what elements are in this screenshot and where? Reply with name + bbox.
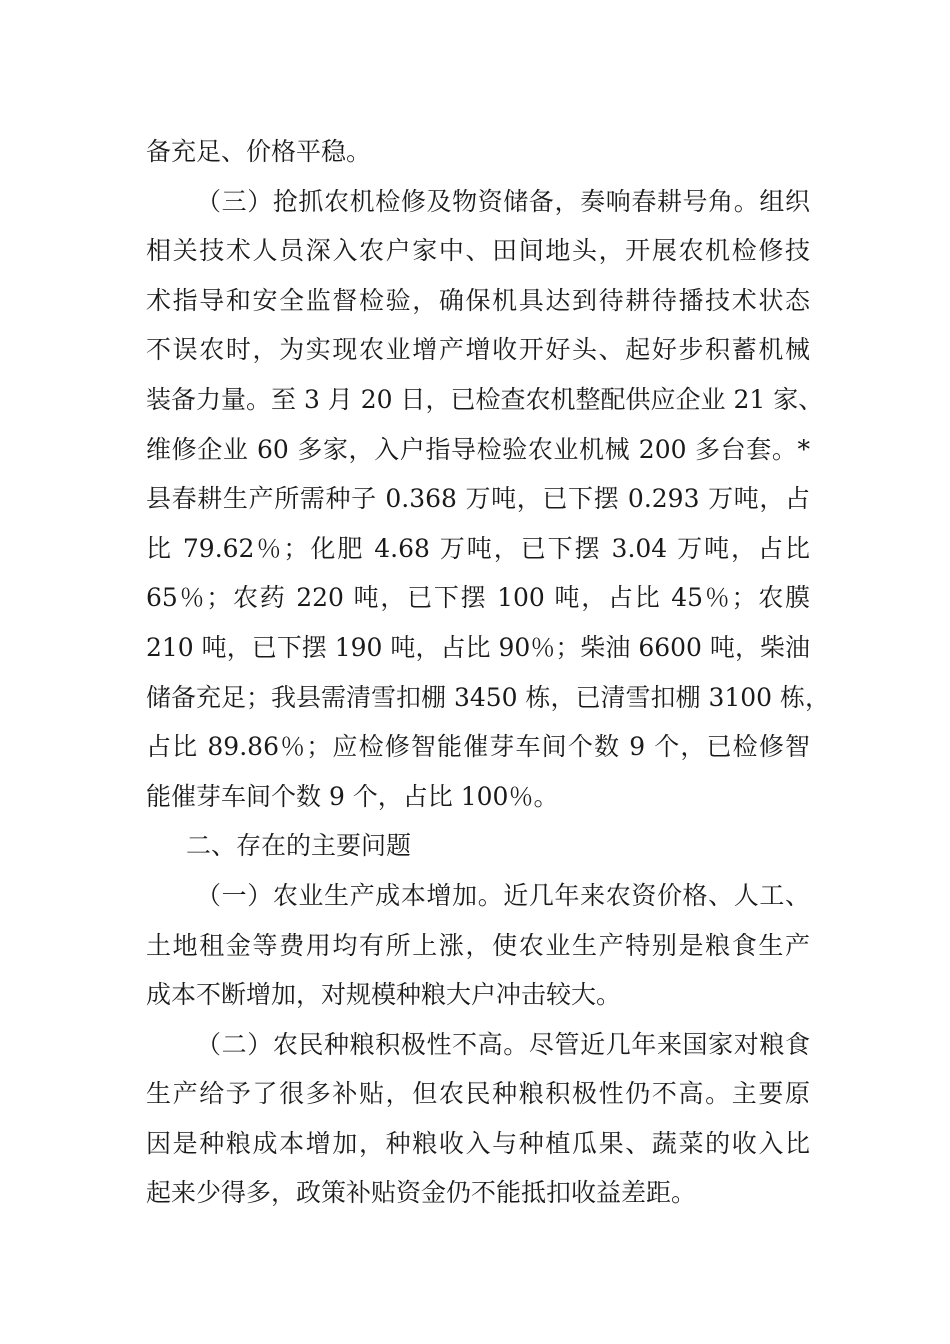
paragraph-line: （二）农民种粮积极性不高。尽管近几年来国家对粮食 — [196, 1029, 810, 1059]
paragraph-line: 相关技术人员深入农户家中、田间地头，开展农机检修技 — [146, 236, 810, 266]
paragraph-line: 装备力量。至 3 月 20 日，已检查农机整配供应企业 21 家、 — [146, 384, 824, 414]
document-body — [146, 127, 831, 1218]
section-heading: 二、存在的主要问题 — [186, 831, 412, 861]
paragraph-line: 维修企业 60 多家，入户指导检验农业机械 200 多台套。* — [146, 434, 810, 464]
paragraph-line: 备充足、价格平稳。 — [146, 137, 372, 166]
paragraph-line: 起来少得多，政策补贴资金仍不能抵扣收益差距。 — [146, 1178, 697, 1208]
paragraph-line: 比 79.62％；化肥 4.68 万吨，已下摆 3.04 万吨，占比 — [146, 533, 810, 563]
paragraph-line: 土地租金等费用均有所上涨，使农业生产特别是粮食生产 — [146, 930, 810, 960]
paragraph-line: 储备充足；我县需清雪扣棚 3450 栋，已清雪扣棚 3100 栋， — [146, 682, 831, 712]
paragraph-line: 成本不断增加，对规模种粮大户冲击较大。 — [146, 980, 622, 1010]
paragraph-line: 不误农时，为实现农业增产增收开好头、起好步积蓄机械 — [146, 335, 810, 365]
paragraph-line: （一）农业生产成本增加。近几年来农资价格、人工、 — [196, 880, 810, 910]
paragraph-line: 65％；农药 220 吨，已下摆 100 吨，占比 45％；农膜 — [146, 583, 810, 613]
paragraph-line: 占比 89.86％；应检修智能催芽车间个数 9 个，已检修智 — [146, 732, 810, 762]
paragraph-line: 因是种粮成本增加，种粮收入与种植瓜果、蔬菜的收入比 — [146, 1128, 810, 1158]
paragraph-line: 县春耕生产所需种子 0.368 万吨，已下摆 0.293 万吨，占 — [146, 484, 810, 514]
paragraph-line: （三）抢抓农机检修及物资储备，奏响春耕号角。组织 — [196, 186, 810, 216]
paragraph-line: 能催芽车间个数 9 个，占比 100％。 — [146, 781, 559, 811]
paragraph-line: 生产给予了很多补贴，但农民种粮积极性仍不高。主要原 — [146, 1079, 810, 1109]
paragraph-line: 210 吨，已下摆 190 吨，占比 90％；柴油 6600 吨，柴油 — [146, 632, 810, 662]
paragraph-line: 术指导和安全监督检验，确保机具达到待耕待播技术状态 — [146, 285, 810, 315]
